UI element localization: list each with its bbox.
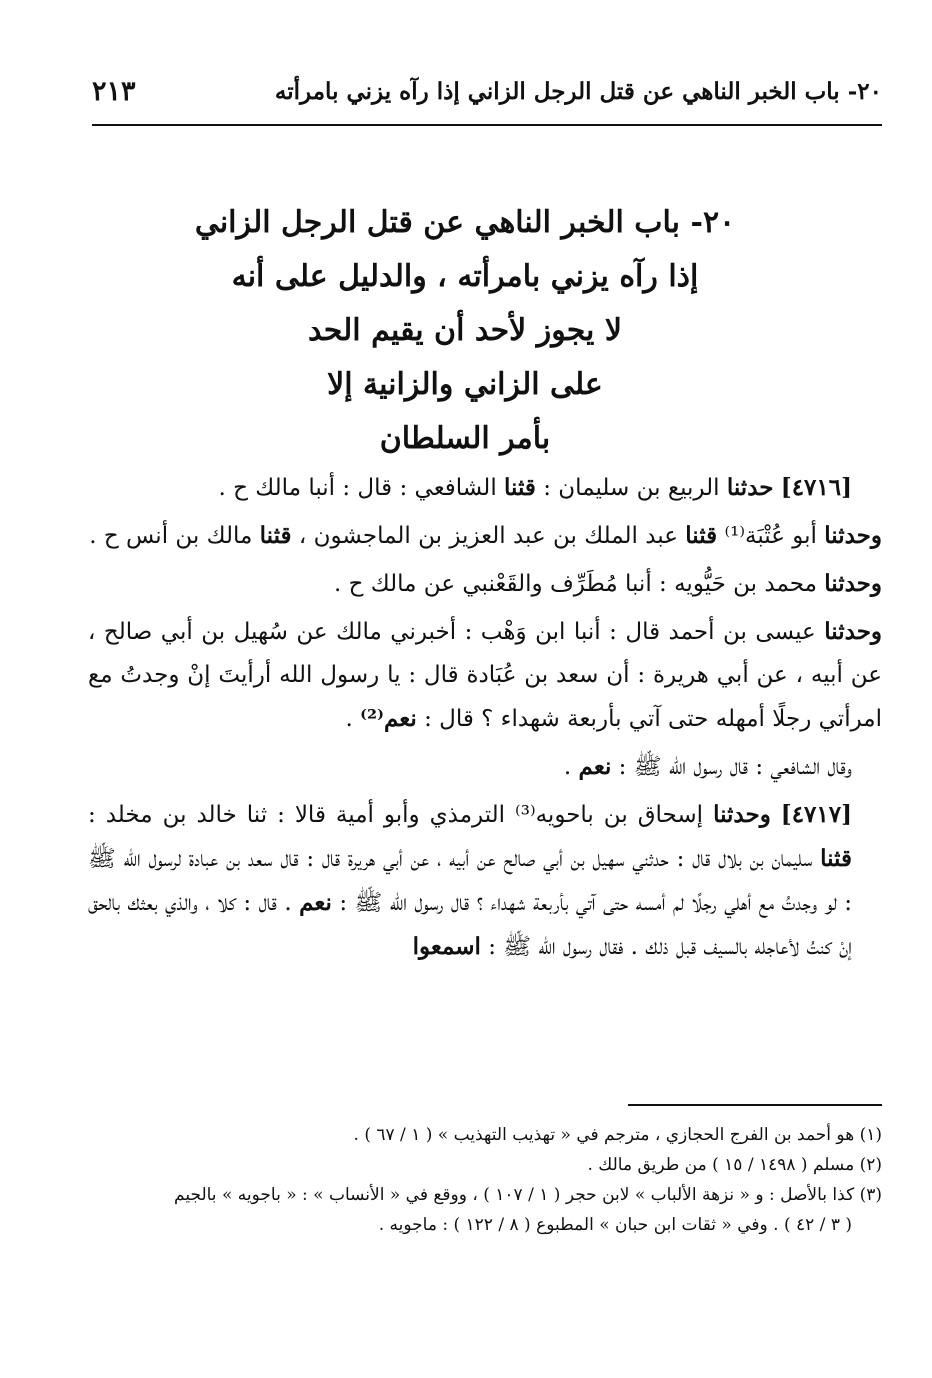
chapter-title-line: على الزاني والزانية إلا xyxy=(327,367,603,402)
footnote: (٢) مسلم ( ١٤٩٨ / ١٥ ) من طريق مالك . xyxy=(587,1155,882,1175)
footnote-continuation: ( ٣ / ٤٢ ) . وفي « ثقات ابن حبان » المطبوع ( ٨ / ١٢٢ ) : ماجويه . xyxy=(378,1215,852,1235)
chain-paragraph xyxy=(88,610,882,741)
chapter-title-line: إذا رآه يزني بامرأته ، والدليل على أنه xyxy=(231,259,699,294)
text-segment: الشافعي : قال : أنبا مالك ح . xyxy=(218,475,497,501)
text-segment: محمد بن حَيُّويه : أنبا مُطَرِّف والقَعْنبي عن مالك ح . xyxy=(334,571,817,597)
header-rule xyxy=(92,124,882,126)
chapter-title xyxy=(120,196,810,466)
hadith-number: [٤٧١٧] xyxy=(780,801,852,828)
chain-paragraph xyxy=(88,562,882,606)
answer-term: نعم xyxy=(578,753,612,780)
chapter-title-line: بأمر السلطان xyxy=(379,421,551,456)
main-text xyxy=(88,466,882,973)
running-title: ٢٠- باب الخبر الناهي عن قتل الرجل الزاني إذا رآه يزني بامرأته xyxy=(274,78,882,105)
text-segment: . xyxy=(563,754,572,780)
text-segment: إسحاق بن باحويه⁽³⁾ الترمذي وأبو أمية قالا : ثنا خالد بن مخلد : xyxy=(88,802,704,828)
page-header xyxy=(92,76,882,126)
answer-term: نعم⁽²⁾ xyxy=(360,705,417,732)
chapter-title-line: لا يجوز لأحد أن يقيم الحد xyxy=(308,313,622,348)
footnote-rule xyxy=(628,1104,882,1106)
chain-term: وحدثنا xyxy=(824,570,882,597)
footnote: (٣) كذا بالأصل : و « نزهة الألباب » لابن حجر ( ١ / ١٠٧ ) ، ووقع في « الأنساب » : « باجويه » بالجيم xyxy=(174,1185,882,1205)
chain-term: قثنا xyxy=(820,845,852,872)
text-segment: . xyxy=(345,706,353,732)
chain-term: قثنا xyxy=(259,522,292,549)
text-segment: مالك بن أنس ح . xyxy=(89,523,253,549)
hadith-paragraph xyxy=(88,793,882,969)
footnote: (١) هو أحمد بن الفرج الحجازي ، مترجم في « تهذيب التهذيب » ( ١ / ٦٧ ) . xyxy=(353,1125,882,1145)
chain-term: وحدثنا xyxy=(824,522,882,549)
text-segment: الربيع بن سليمان : xyxy=(543,475,720,501)
chain-term: وحدثنا xyxy=(824,618,883,645)
hadith-paragraph xyxy=(88,466,882,510)
text-segment: وقال الشافعي : قال رسول الله ﷺ : xyxy=(618,754,852,780)
text-segment: عبد الملك بن عبد العزيز بن الماجشون ، xyxy=(298,523,678,549)
chapter-title-line: ٢٠- باب الخبر الناهي عن قتل الرجل الزاني xyxy=(194,205,736,240)
chain-term: حدثنا xyxy=(726,474,774,501)
answer-term: نعم xyxy=(299,889,332,916)
footnotes xyxy=(88,1120,882,1240)
chain-term: قثنا xyxy=(685,522,718,549)
hadith-number: [٤٧١٦] xyxy=(780,474,852,501)
text-segment: أبو عُتْبَة⁽¹⁾ xyxy=(724,523,817,549)
chain-term: وحدثنا xyxy=(713,801,771,828)
text-segment: . قال : كلا ، والذي بعثك بالحق إنْ كنتُ لأعاجله بالسيف قبل ذلك . فقال رسول الله ﷺ : xyxy=(88,890,852,960)
answer-term: اسمعوا xyxy=(412,933,481,960)
chain-paragraph xyxy=(88,745,882,789)
text-segment: عيسى بن أحمد قال : أنبا ابن وَهْب : أخبرني مالك عن سُهيل بن أبي صالح ، عن أبيه ، عن أبي هريرة : أن سعد بن عُبَادة قال : يا رسول الله أرأيتَ إنْ وجدتُ مع امرأتي رجلًا أمهله حتى آتي بأربعة شهداء ؟ قال : xyxy=(88,619,882,732)
page-number: ٢١٣ xyxy=(92,76,136,107)
chain-paragraph xyxy=(88,514,882,558)
text-segment: سليمان بن بلال قال : حدثني سهيل بن أبي صالح عن أبيه ، عن أبي هريرة قال : قال سعد بن عبادة لرسول الله ﷺ : لو وجدتُ مع أهلي رجلًا لم أمسه حتى آتي بأربعة شهداء ؟ قال رسول الله ﷺ : xyxy=(88,846,852,916)
chain-term: قثنا xyxy=(504,474,536,501)
